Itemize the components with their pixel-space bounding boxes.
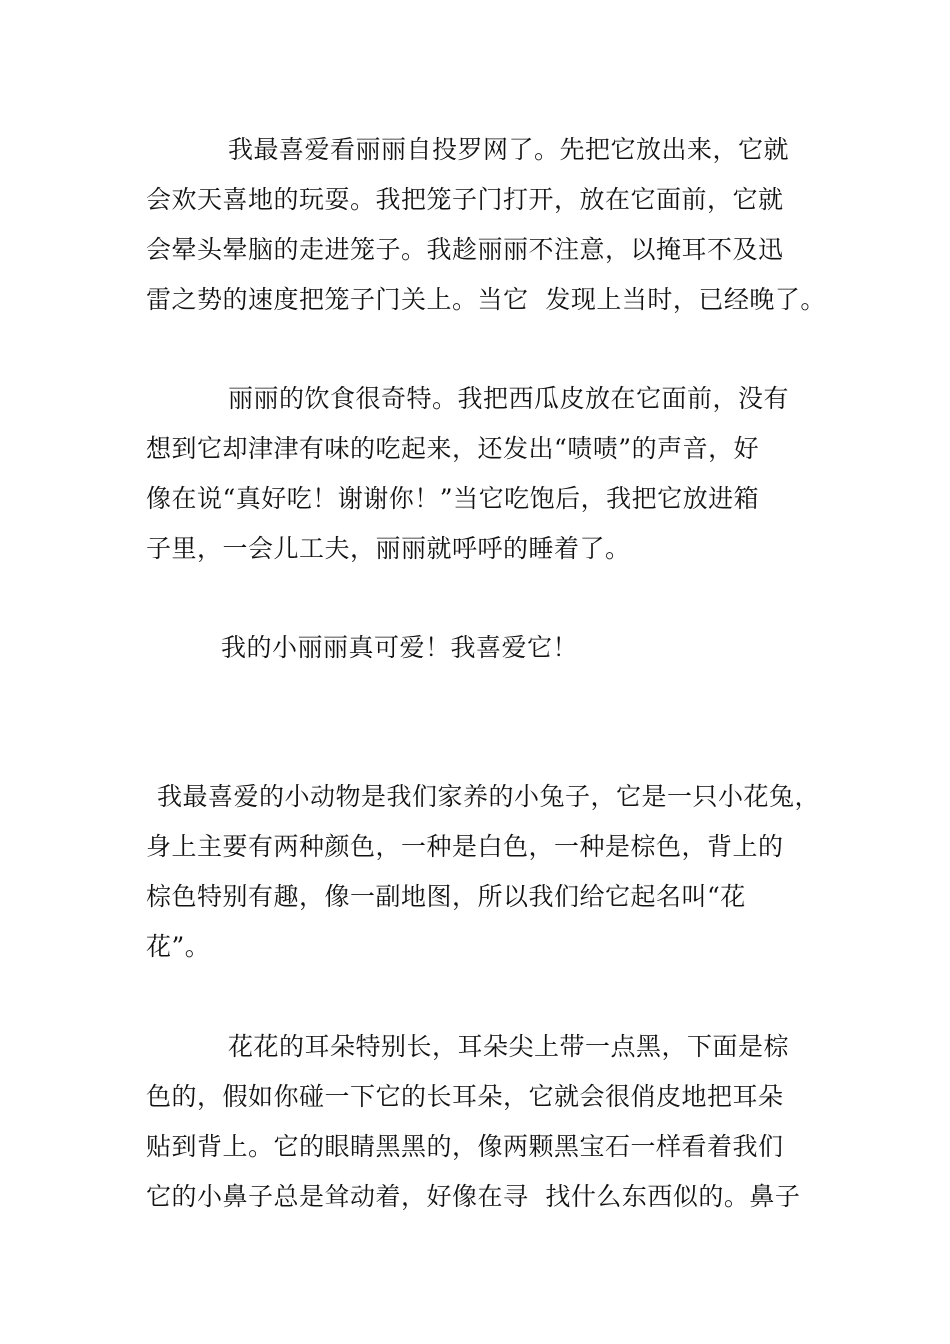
text-line: 我最喜爱看丽丽自投罗网了。先把它放出来，它就 bbox=[228, 135, 790, 164]
text-line: 花”。 bbox=[146, 932, 211, 961]
text-line: 贴到背上。它的眼睛黑黑的，像两颗黑宝石一样看着我们 bbox=[146, 1132, 784, 1161]
text-line: 身上主要有两种颜色，一种是白色，一种是棕色，背上的 bbox=[146, 832, 784, 861]
text-line: 花花的耳朵特别长，耳朵尖上带一点黑，下面是棕 bbox=[228, 1032, 790, 1061]
text-line: 像在说“真好吃！谢谢你！”当它吃饱后，我把它放进箱 bbox=[146, 484, 760, 513]
text-line: 会欢天喜地的玩耍。我把笼子门打开，放在它面前，它就 bbox=[146, 185, 784, 214]
text-line: 色的，假如你碰一下它的长耳朵，它就会很俏皮地把耳朵 bbox=[146, 1082, 784, 1111]
text-line: 丽丽的饮食很奇特。我把西瓜皮放在它面前，没有 bbox=[228, 384, 790, 413]
text-line: 子里，一会儿工夫，丽丽就呼呼的睡着了。 bbox=[146, 534, 631, 563]
text-line: 它的小鼻子总是耸动着，好像在寻 找什么东西似的。鼻子 bbox=[146, 1182, 801, 1211]
text-line: 我的小丽丽真可爱！我喜爱它！ bbox=[221, 633, 579, 662]
text-line: 棕色特别有趣，像一副地图，所以我们给它起名叫“花 bbox=[146, 882, 746, 911]
text-line: 想到它却津津有味的吃起来，还发出“啧啧”的声音，好 bbox=[146, 434, 760, 463]
text-line: 雷之势的速度把笼子门关上。当它 发现上当时，已经晚了。 bbox=[146, 285, 826, 314]
text-line: 会晕头晕脑的走进笼子。我趁丽丽不注意，以掩耳不及迅 bbox=[146, 235, 784, 264]
text-line: 我最喜爱的小动物是我们家养的小兔子，它是一只小花兔， bbox=[157, 782, 821, 811]
